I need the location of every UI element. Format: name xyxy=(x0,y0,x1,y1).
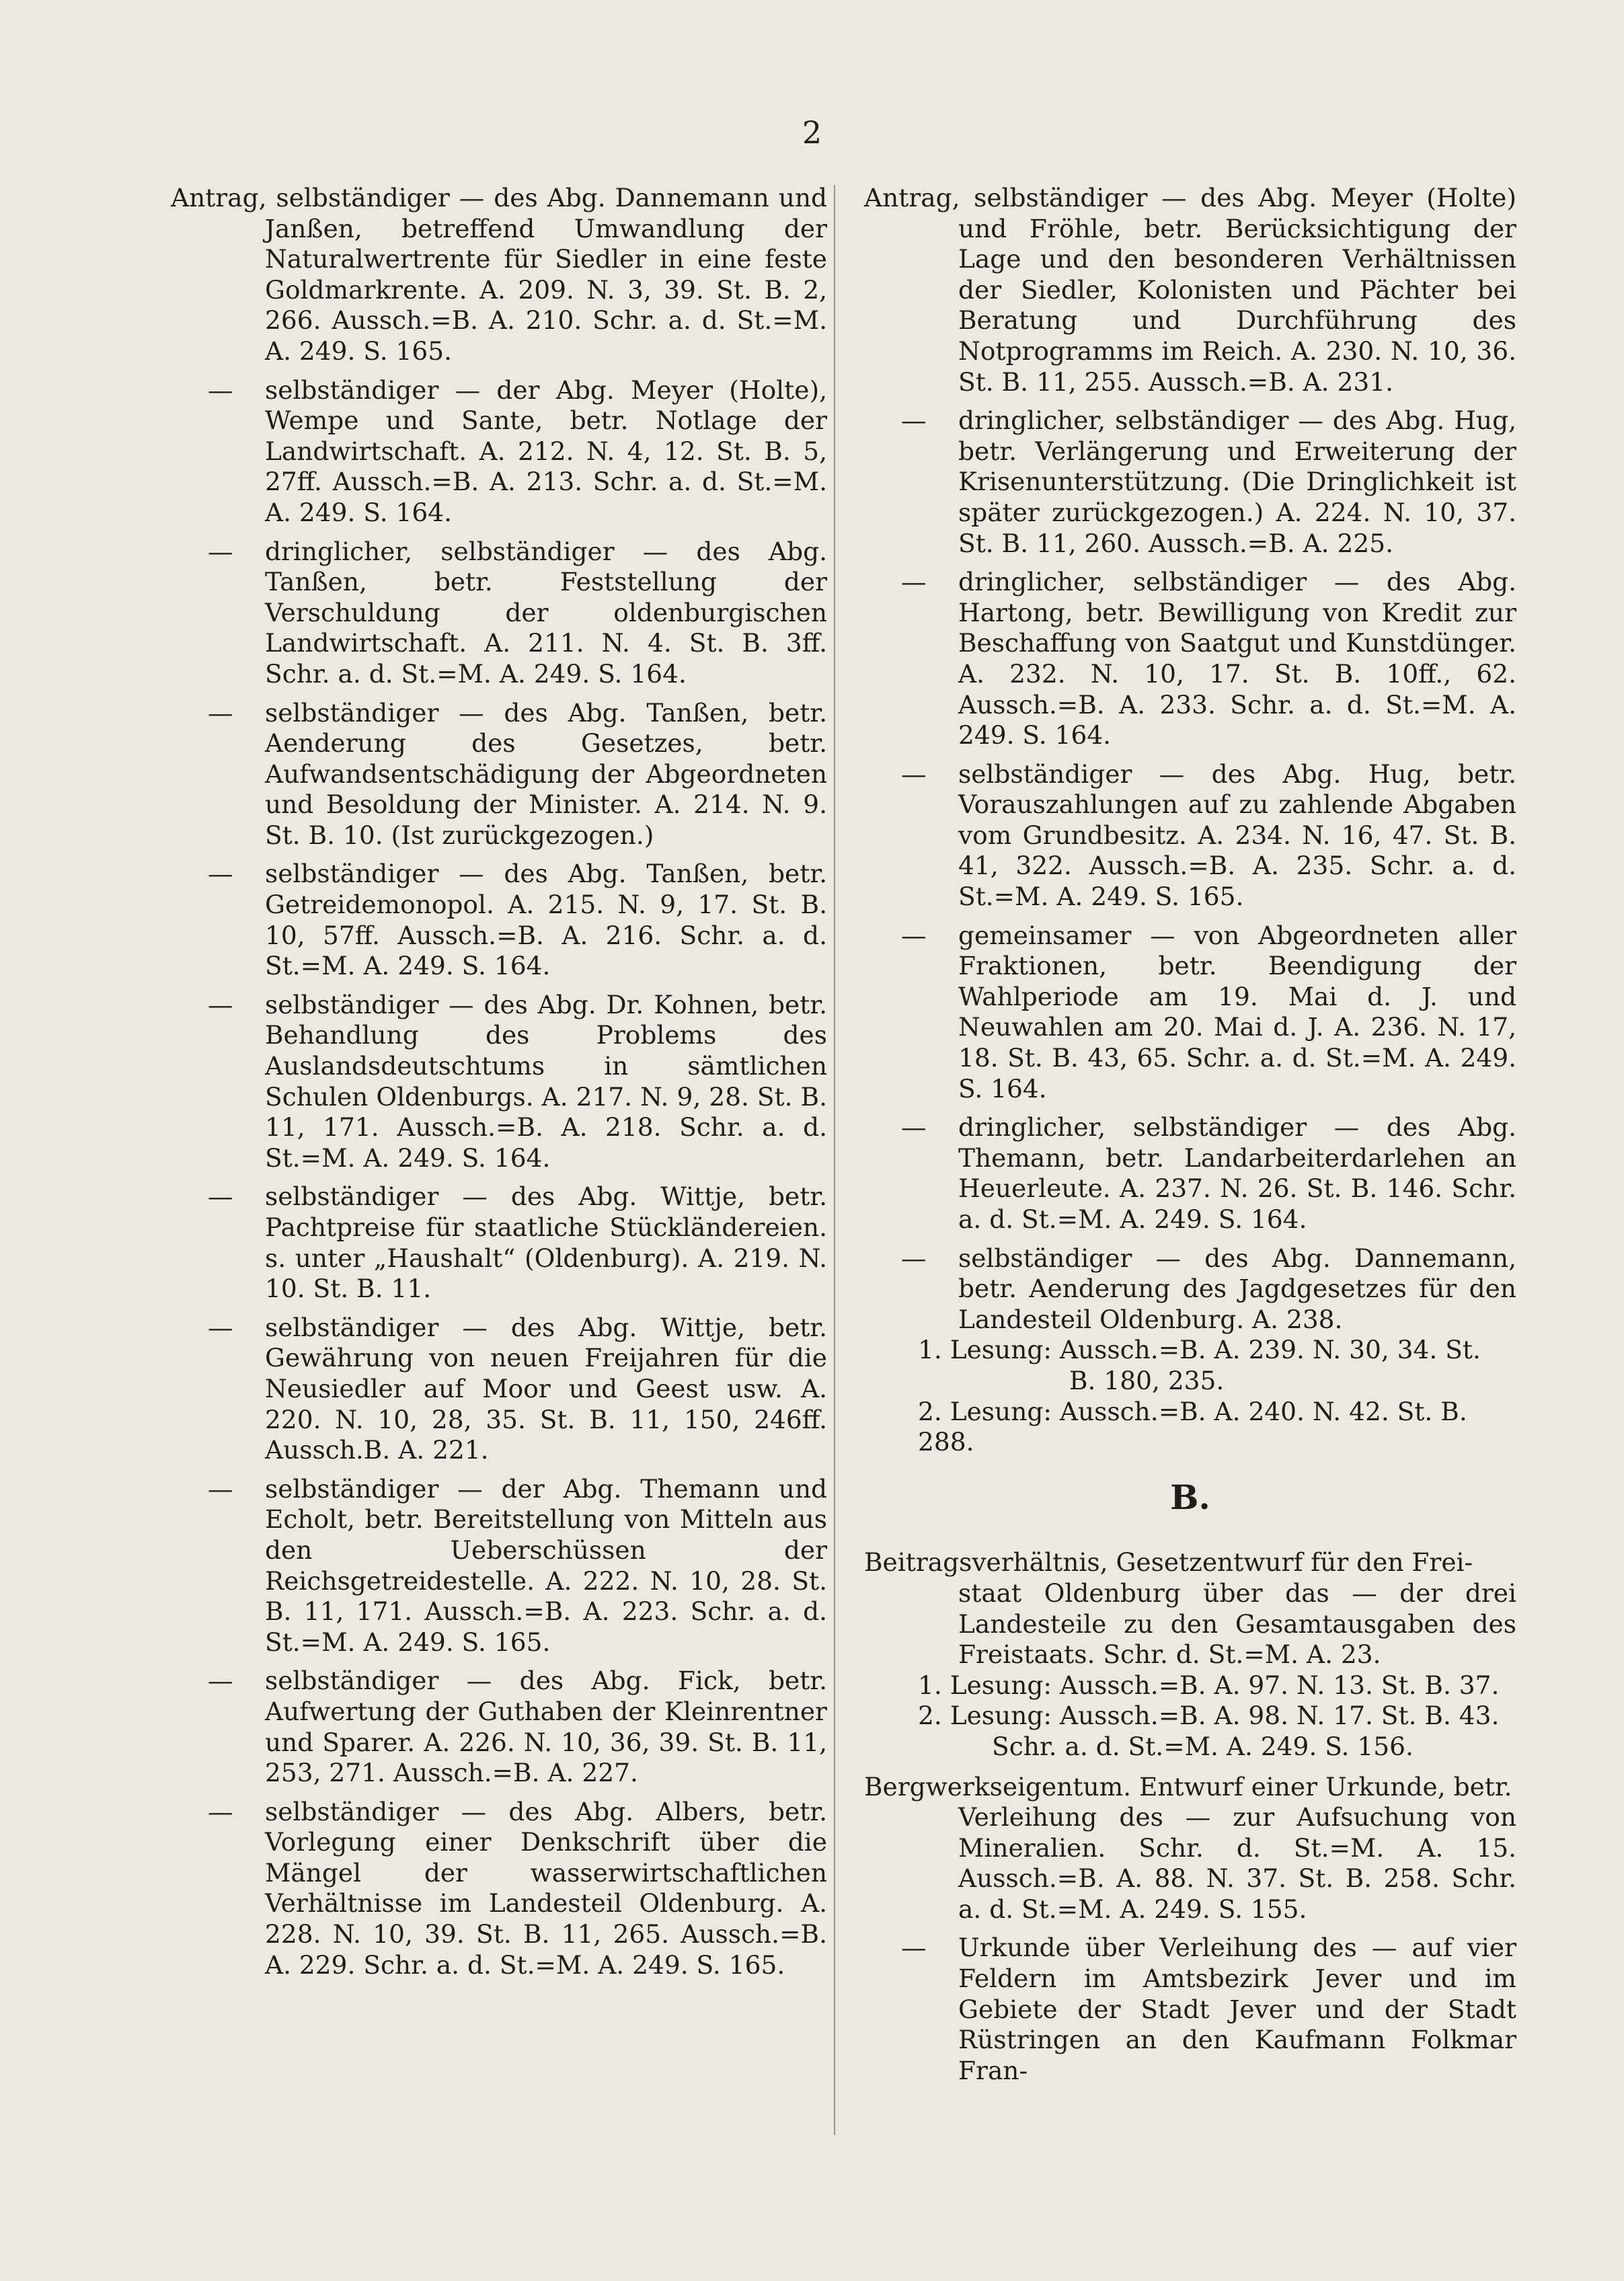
entry-antrag-meyer xyxy=(864,183,1516,397)
entry-text: Antrag, selbständiger — des Abg. Dannemann und Janßen, betreffend Umwandlung der Naturalwertrente für Siedler in eine feste Goldmarkrente. A. 209. N. 3, 39. St. B. 2, 266. Aussch.=B. A. 210. Schr. a. d. St.=M. A. 249. S. 165. xyxy=(171,183,827,366)
lesung-2-cont: Schr. a. d. St.=M. A. 249. S. 156. xyxy=(992,1731,1414,1761)
lesung-2: 2. Lesung: Aussch.=B. A. 98. N. 17. St. B. 43. xyxy=(918,1701,1500,1731)
sub-entry-text: selbständiger — des Abg. Wittje, betr. Pachtpreise für staatliche Stückländereien. s. unter „Haushalt“ (Oldenburg). A. 219. N. 10. St. B. 11. xyxy=(265,1182,827,1304)
column-divider xyxy=(834,185,835,2135)
left-column xyxy=(171,183,827,1980)
sub-entry: — dringlicher, selbständiger — des Abg. Hug, betr. Verlängerung und Erweiterung der Krisenunterstützung. (Die Dringlichkeit ist später zurückgezogen.) A. 224. N. 10, 37. St. B. 11, 260. Aussch.=B. A. 225. xyxy=(901,405,1516,558)
sub-entry: — selbständiger — des Abg. Dannemann, betr. Aenderung des Jagdgesetzes für den Landesteil Oldenburg. A. 238. xyxy=(901,1243,1516,1334)
sub-entry-text: selbständiger — der Abg. Themann und Echolt, betr. Bereitstellung von Mitteln aus den Ueberschüssen der Reichsgetreidestelle. A. 222. N. 10, 28. St. B. 11, 171. Aussch.=B. A. 223. Schr. a. d. St.=M. A. 249. S. 165. xyxy=(265,1473,827,1657)
sub-entry-text: selbständiger — des Abg. Tanßen, betr. Getreidemonopol. A. 215. N. 9, 17. St. B. 10, 57ff. Aussch.=B. A. 216. Schr. a. d. St.=M. A. 249. S. 164. xyxy=(265,859,827,981)
sub-entry: — Urkunde über Verleihung des — auf vier Feldern im Amtsbezirk Jever und im Gebiete der Stadt Jever und der Stadt Rüstringen an den Kaufmann Folkmar Fran- xyxy=(901,1933,1516,2085)
sub-entry: — selbständiger — des Abg. Tanßen, betr. Getreidemonopol. A. 215. N. 9, 17. St. B. 10, 57ff. Aussch.=B. A. 216. Schr. a. d. St.=M. A. 249. S. 164. xyxy=(208,859,827,981)
sub-entry-text: selbständiger — des Abg. Albers, betr. Vorlegung einer Denkschrift über die Mängel der wasserwirtschaftlichen Verhältnisse im Landesteil Oldenburg. A. 228. N. 10, 39. St. B. 11, 265. Aussch.=B. A. 229. Schr. a. d. St.=M. A. 249. S. 165. xyxy=(265,1796,827,1980)
sub-entry-text: Urkunde über Verleihung des — auf vier Feldern im Amtsbezirk Jever und im Gebiete der Stadt Jever und der Stadt Rüstringen an den Kaufmann Folkmar Fran- xyxy=(958,1933,1516,2085)
sub-entry: — selbständiger — des Abg. Hug, betr. Vorauszahlungen auf zu zahlende Abgaben vom Grundbesitz. A. 234. N. 16, 47. St. B. 41, 322. Aussch.=B. A. 235. Schr. a. d. St.=M. A. 249. S. 165. xyxy=(901,759,1516,912)
sub-entry: — selbständiger — der Abg. Themann und Echolt, betr. Bereitstellung von Mitteln aus den Ueberschüssen der Reichsgetreidestelle. A. 222. N. 10, 28. St. B. 11, 171. Aussch.=B. A. 223. Schr. a. d. St.=M. A. 249. S. 165. xyxy=(208,1473,827,1657)
entry-body: staat Oldenburg über das — der drei Landesteile zu den Gesamtausgaben des Freistaats. Schr. d. St.=M. A. 23. xyxy=(958,1578,1516,1670)
entry-head: Beitragsverhältnis, Gesetzentwurf für den Frei- xyxy=(864,1547,1473,1578)
sub-entry-text: selbständiger — des Abg. Hug, betr. Vorauszahlungen auf zu zahlende Abgaben vom Grundbesitz. A. 234. N. 16, 47. St. B. 41, 322. Aussch.=B. A. 235. Schr. a. d. St.=M. A. 249. S. 165. xyxy=(958,759,1516,912)
sub-entry-text: dringlicher, selbständiger — des Abg. Themann, betr. Landarbeiterdarlehen an Heuerleute. A. 237. N. 26. St. B. 146. Schr. a. d. St.=M. A. 249. S. 164. xyxy=(958,1112,1516,1234)
entry-beitragsverhaeltnis xyxy=(864,1547,1516,1762)
sub-entry-text: selbständiger — des Abg. Fick, betr. Aufwertung der Guthaben der Kleinrentner und Sparer. A. 226. N. 10, 36, 39. St. B. 11, 253, 271. Aussch.=B. A. 227. xyxy=(265,1666,827,1788)
sub-entry: — selbständiger — der Abg. Meyer (Holte), Wempe und Sante, betr. Notlage der Landwirtschaft. A. 212. N. 4, 12. St. B. 5, 27ff. Aussch.=B. A. 213. Schr. a. d. St.=M. A. 249. S. 164. xyxy=(208,375,827,527)
entry-body: Verleihung des — zur Aufsuchung von Mineralien. Schr. d. St.=M. A. 15. Aussch.=B. A. 88. N. 37. St. B. 258. Schr. a. d. St.=M. A. 249. S. 155. xyxy=(958,1802,1516,1924)
sub-entry: — dringlicher, selbständiger — des Abg. Hartong, betr. Bewilligung von Kredit zur Beschaffung von Saatgut und Kunstdünger. A. 232. N. 10, 17. St. B. 10ff., 62. Aussch.=B. A. 233. Schr. a. d. St.=M. A. 249. S. 164. xyxy=(901,567,1516,750)
lesung-1 xyxy=(864,1335,1516,1366)
sub-entry: — selbständiger — des Abg. Tanßen, betr. Aenderung des Gesetzes, betr. Aufwandsentschädigung der Abgeordneten und Besoldung der Minister. A. 214. N. 9. St. B. 10. (Ist zurückgezogen.) xyxy=(208,697,827,850)
lesung-text: Aussch.=B. A. 239. N. 30, 34. St. xyxy=(1059,1335,1481,1365)
sub-entry-text: dringlicher, selbständiger — des Abg. Hug, betr. Verlängerung und Erweiterung der Krisenunterstützung. (Die Dringlichkeit ist später zurückgezogen.) A. 224. N. 10, 37. St. B. 11, 260. Aussch.=B. A. 225. xyxy=(958,405,1516,558)
sub-entry-text: dringlicher, selbständiger — des Abg. Hartong, betr. Bewilligung von Kredit zur Beschaffung von Saatgut und Kunstdünger. A. 232. N. 10, 17. St. B. 10ff., 62. Aussch.=B. A. 233. Schr. a. d. St.=M. A. 249. S. 164. xyxy=(958,567,1516,750)
sub-entry: — dringlicher, selbständiger — des Abg. Tanßen, betr. Feststellung der Verschuldung der oldenburgischen Landwirtschaft. A. 211. N. 4. St. B. 3ff. Schr. a. d. St.=M. A. 249. S. 164. xyxy=(208,536,827,689)
right-column xyxy=(864,183,1516,2086)
page-number: 2 xyxy=(802,114,822,151)
lesung-1-cont xyxy=(864,1366,1516,1397)
sub-entry-text: gemeinsamer — von Abgeordneten aller Fraktionen, betr. Beendigung der Wahlperiode am 19. Mai d. J. und Neuwahlen am 20. Mai d. J. A. 236. N. 17, 18. St. B. 43, 65. Schr. a. d. St.=M. A. 249. S. 164. xyxy=(958,920,1516,1104)
lesung-2 xyxy=(864,1397,1516,1458)
entry-antrag-dannemann xyxy=(171,183,827,367)
sub-entry-text: dringlicher, selbständiger — des Abg. Tanßen, betr. Feststellung der Verschuldung der oldenburgischen Landwirtschaft. A. 211. N. 4. St. B. 3ff. Schr. a. d. St.=M. A. 249. S. 164. xyxy=(265,536,827,689)
sub-entry-text: selbständiger — des Abg. Dannemann, betr. Aenderung des Jagdgesetzes für den Landesteil Oldenburg. A. 238. xyxy=(958,1243,1516,1334)
lesung-text: Aussch.=B. A. 240. N. 42. St. B. 288. xyxy=(918,1396,1467,1457)
section-letter: B. xyxy=(1170,1477,1210,1517)
lesung-label: 2. Lesung: xyxy=(918,1396,1052,1426)
sub-entry: — selbständiger — des Abg. Dr. Kohnen, betr. Behandlung des Problems des Auslandsdeutschtums in sämtlichen Schulen Oldenburgs. A. 217. N. 9, 28. St. B. 11, 171. Aussch.=B. A. 218. Schr. a. d. St.=M. A. 249. S. 164. xyxy=(208,989,827,1173)
entry-text: Antrag, selbständiger — des Abg. Meyer (Holte) und Fröhle, betr. Berücksichtigung der Lage und den besonderen Verhältnissen der Siedler, Kolonisten und Pächter bei Beratung und Durchführung des Notprogramms im Reich. A. 230. N. 10, 36. St. B. 11, 255. Aussch.=B. A. 231. xyxy=(864,183,1516,397)
sub-entry-text: selbständiger — des Abg. Tanßen, betr. Aenderung des Gesetzes, betr. Aufwandsentschädigung der Abgeordneten und Besoldung der Minister. A. 214. N. 9. St. B. 10. (Ist zurückgezogen.) xyxy=(265,697,827,850)
entry-bergwerkseigentum xyxy=(864,1772,1516,1925)
sub-entry-text: selbständiger — des Abg. Wittje, betr. Gewährung von neuen Freijahren für die Neusiedler auf Moor und Geest usw. A. 220. N. 10, 28, 35. St. B. 11, 150, 246ff. Aussch.B. A. 221. xyxy=(265,1312,827,1465)
lesung-1: 1. Lesung: Aussch.=B. A. 97. N. 13. St. B. 37. xyxy=(918,1670,1500,1700)
sub-entry: — selbständiger — des Abg. Albers, betr. Vorlegung einer Denkschrift über die Mängel der wasserwirtschaftlichen Verhältnisse im Landesteil Oldenburg. A. 228. N. 10, 39. St. B. 11, 265. Aussch.=B. A. 229. Schr. a. d. St.=M. A. 249. S. 165. xyxy=(208,1796,827,1980)
lesung-label: 1. Lesung: xyxy=(918,1335,1052,1365)
entry-head: Bergwerkseigentum. Entwurf einer Urkunde, betr. xyxy=(864,1771,1512,1802)
sub-entry-text: selbständiger — des Abg. Dr. Kohnen, betr. Behandlung des Problems des Auslandsdeutschtums in sämtlichen Schulen Oldenburgs. A. 217. N. 9, 28. St. B. 11, 171. Aussch.=B. A. 218. Schr. a. d. St.=M. A. 249. S. 164. xyxy=(265,989,827,1173)
lesung-cont-text: B. 180, 235. xyxy=(1069,1365,1225,1395)
sub-entry: — dringlicher, selbständiger — des Abg. Themann, betr. Landarbeiterdarlehen an Heuerleute. A. 237. N. 26. St. B. 146. Schr. a. d. St.=M. A. 249. S. 164. xyxy=(901,1112,1516,1234)
sub-entry: — gemeinsamer — von Abgeordneten aller Fraktionen, betr. Beendigung der Wahlperiode am 19. Mai d. J. und Neuwahlen am 20. Mai d. J. A. 236. N. 17, 18. St. B. 43, 65. Schr. a. d. St.=M. A. 249. S. 164. xyxy=(901,920,1516,1104)
sub-entry: — selbständiger — des Abg. Fick, betr. Aufwertung der Guthaben der Kleinrentner und Sparer. A. 226. N. 10, 36, 39. St. B. 11, 253, 271. Aussch.=B. A. 227. xyxy=(208,1666,827,1788)
sub-entry: — selbständiger — des Abg. Wittje, betr. Pachtpreise für staatliche Stückländereien. s. unter „Haushalt“ (Oldenburg). A. 219. N. 10. St. B. 11. xyxy=(208,1182,827,1304)
sub-entry-text: selbständiger — der Abg. Meyer (Holte), Wempe und Sante, betr. Notlage der Landwirtschaft. A. 212. N. 4, 12. St. B. 5, 27ff. Aussch.=B. A. 213. Schr. a. d. St.=M. A. 249. S. 164. xyxy=(265,375,827,527)
sub-entry: — selbständiger — des Abg. Wittje, betr. Gewährung von neuen Freijahren für die Neusiedler auf Moor und Geest usw. A. 220. N. 10, 28, 35. St. B. 11, 150, 246ff. Aussch.B. A. 221. xyxy=(208,1312,827,1465)
